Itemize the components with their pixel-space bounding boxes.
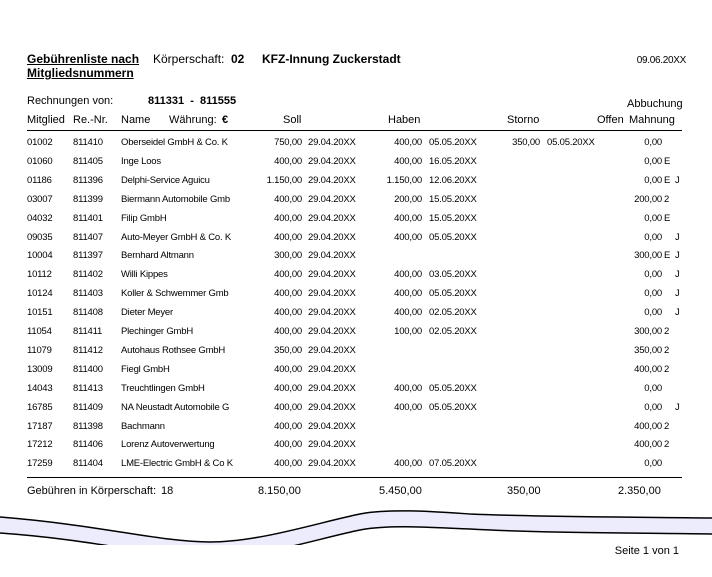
- column-header-name: Name: [121, 114, 151, 126]
- cell-name: Treuchtlingen GmbH: [121, 382, 205, 394]
- cell-re-nr: 811400: [73, 363, 103, 375]
- cell-mitglied: 16785: [27, 401, 53, 413]
- cell-mitglied: 10004: [27, 250, 53, 262]
- cell-offen: 0,00: [644, 174, 662, 186]
- cell-re-nr: 811407: [73, 231, 103, 243]
- cell-mitglied: 14043: [27, 382, 53, 394]
- table-row: [0, 137, 712, 156]
- cell-name: Dieter Meyer: [121, 307, 173, 319]
- cell-re-nr: 811413: [73, 382, 103, 394]
- cell-soll: 400,00: [274, 363, 302, 375]
- cell-haben-date: 07.05.20XX: [429, 458, 477, 470]
- totals-count: 18: [161, 485, 174, 497]
- cell-abbuchung: J: [675, 174, 680, 186]
- cell-soll: 1.150,00: [266, 174, 302, 186]
- cell-name: Bernhard Altmann: [121, 250, 194, 262]
- rechnungen-range: 811331 - 811555: [148, 95, 237, 107]
- cell-mitglied: 01002: [27, 137, 53, 148]
- cell-haben-date: 05.05.20XX: [429, 231, 477, 243]
- column-header-soll: Soll: [283, 114, 302, 126]
- cell-offen: 400,00: [634, 363, 662, 375]
- cell-name: Bachmann: [121, 420, 165, 432]
- cell-mitglied: 17187: [27, 420, 53, 432]
- cell-storno: 350,00: [512, 137, 540, 148]
- cell-offen: 0,00: [644, 401, 662, 413]
- cell-storno-date: 05.05.20XX: [547, 137, 595, 148]
- cell-mahnung: 2: [664, 420, 670, 432]
- cell-soll-date: 29.04.20XX: [308, 439, 356, 451]
- table-row: [0, 383, 712, 402]
- cell-mitglied: 10112: [27, 269, 52, 281]
- cell-re-nr: 811398: [73, 420, 103, 432]
- cell-name: LME-Electric GmbH & Co K: [121, 458, 233, 470]
- cell-soll: 400,00: [274, 382, 302, 394]
- cell-offen: 400,00: [634, 420, 662, 432]
- cell-soll: 400,00: [274, 458, 302, 470]
- cell-haben-date: 03.05.20XX: [429, 269, 477, 281]
- cell-mitglied: 10151: [27, 307, 53, 319]
- cell-offen: 0,00: [644, 212, 662, 224]
- cell-name: Koller & Schwemmer Gmb: [121, 288, 229, 300]
- cell-soll: 400,00: [274, 212, 302, 224]
- cell-abbuchung: J: [675, 269, 680, 281]
- cell-soll: 400,00: [274, 269, 302, 281]
- cell-haben: 1.150,00: [386, 174, 422, 186]
- cell-abbuchung: J: [675, 288, 680, 300]
- cell-haben-date: 05.05.20XX: [429, 401, 477, 413]
- cell-haben-date: 12.06.20XX: [429, 174, 477, 186]
- cell-name: Auto-Meyer GmbH & Co. K: [121, 231, 231, 243]
- cell-haben-date: 05.05.20XX: [429, 382, 477, 394]
- cell-offen: 200,00: [634, 193, 662, 205]
- cell-haben: 400,00: [394, 288, 422, 300]
- table-row: [0, 213, 712, 232]
- cell-offen: 0,00: [644, 288, 662, 300]
- table-row: [0, 326, 712, 345]
- cell-haben: 400,00: [394, 231, 422, 243]
- column-header-abbuchung: Abbuchung: [627, 98, 683, 110]
- cell-re-nr: 811411: [73, 326, 103, 337]
- cell-soll-date: 29.04.20XX: [308, 250, 356, 262]
- cell-mitglied: 01060: [27, 155, 53, 167]
- cell-re-nr: 811402: [73, 269, 103, 281]
- table-row: [0, 458, 712, 477]
- cell-soll-date: 29.04.20XX: [308, 344, 356, 356]
- cell-soll-date: 29.04.20XX: [308, 420, 356, 432]
- cell-soll-date: 29.04.20XX: [308, 212, 356, 224]
- cell-offen: 300,00: [634, 250, 662, 262]
- cell-soll: 400,00: [274, 307, 302, 319]
- cell-re-nr: 811399: [73, 193, 103, 205]
- report-title-line2: Mitgliedsnummern: [27, 66, 134, 80]
- cell-mahnung: 2: [664, 344, 670, 356]
- cell-mahnung: E: [664, 155, 671, 167]
- cell-name: Delphi-Service Aguicu: [121, 174, 210, 186]
- cell-abbuchung: J: [675, 250, 680, 262]
- cell-haben-date: 05.05.20XX: [429, 288, 477, 300]
- cell-mahnung: 2: [664, 326, 670, 337]
- totals-storno: 350,00: [507, 485, 541, 497]
- cell-soll: 400,00: [274, 420, 302, 432]
- column-header-waehrung: Währung:: [169, 114, 217, 126]
- cell-haben: 200,00: [394, 193, 422, 205]
- cell-soll-date: 29.04.20XX: [308, 137, 356, 148]
- cell-soll-date: 29.04.20XX: [308, 193, 356, 205]
- cell-soll-date: 29.04.20XX: [308, 363, 356, 375]
- cell-mitglied: 10124: [27, 288, 53, 300]
- column-header-storno: Storno: [507, 114, 540, 126]
- cell-abbuchung: J: [675, 231, 680, 243]
- cell-offen: 0,00: [644, 382, 662, 394]
- cell-soll: 400,00: [274, 326, 302, 337]
- cell-re-nr: 811405: [73, 155, 103, 167]
- cell-re-nr: 811408: [73, 307, 103, 319]
- cell-offen: 0,00: [644, 231, 662, 243]
- cell-offen: 0,00: [644, 269, 662, 281]
- report-title: Gebührenliste nach: [27, 52, 140, 66]
- table-row: [0, 269, 712, 288]
- koerperschaft-label: Körperschaft:: [153, 52, 225, 66]
- cell-re-nr: 811396: [73, 174, 103, 186]
- table-row: [0, 364, 712, 383]
- table-row: [0, 345, 712, 364]
- header-divider: [27, 130, 682, 131]
- cell-soll-date: 29.04.20XX: [308, 155, 356, 167]
- cell-haben: 400,00: [394, 137, 422, 148]
- table-row: [0, 194, 712, 213]
- column-header-mitglied: Mitglied: [27, 114, 65, 126]
- totals-divider: [27, 477, 682, 478]
- cell-soll: 400,00: [274, 401, 302, 413]
- cell-haben: 400,00: [394, 401, 422, 413]
- cell-re-nr: 811403: [73, 288, 103, 300]
- report-date: 09.06.20XX: [636, 55, 686, 66]
- cell-haben: 400,00: [394, 155, 422, 167]
- cell-soll-date: 29.04.20XX: [308, 269, 356, 281]
- cell-soll-date: 29.04.20XX: [308, 458, 356, 470]
- cell-name: Plechinger GmbH: [121, 326, 193, 337]
- cell-soll: 400,00: [274, 288, 302, 300]
- cell-abbuchung: J: [675, 307, 680, 319]
- cell-re-nr: 811412: [73, 344, 103, 356]
- cell-haben: 400,00: [394, 382, 422, 394]
- cell-re-nr: 811397: [73, 250, 103, 262]
- cell-name: Inge Loos: [121, 155, 161, 167]
- table-row: [0, 439, 712, 458]
- cell-mahnung: E: [664, 174, 671, 186]
- cell-mitglied: 17212: [27, 439, 53, 451]
- cell-abbuchung: J: [675, 401, 680, 413]
- totals-haben: 5.450,00: [379, 485, 422, 497]
- cell-name: Autohaus Rothsee GmbH: [121, 344, 226, 356]
- cell-name: Biermann Automobile Gmb: [121, 193, 230, 205]
- table-row: [0, 402, 712, 421]
- cell-name: Lorenz Autoverwertung: [121, 439, 215, 451]
- page-number: Seite 1 von 1: [614, 545, 679, 557]
- currency-symbol: €: [222, 114, 229, 126]
- cell-soll: 400,00: [274, 155, 302, 167]
- cell-soll: 750,00: [274, 137, 302, 148]
- cell-mahnung: 2: [664, 193, 670, 205]
- cell-offen: 300,00: [634, 326, 662, 337]
- cell-soll-date: 29.04.20XX: [308, 288, 356, 300]
- cell-name: Filip GmbH: [121, 212, 167, 224]
- cell-haben-date: 05.05.20XX: [429, 137, 477, 148]
- cell-re-nr: 811409: [73, 401, 103, 413]
- page-break-wave: [0, 500, 712, 545]
- cell-name: NA Neustadt Automobile G: [121, 401, 230, 413]
- cell-haben-date: 15.05.20XX: [429, 193, 477, 205]
- cell-soll: 400,00: [274, 193, 302, 205]
- cell-name: Oberseidel GmbH & Co. K: [121, 137, 228, 148]
- cell-soll-date: 29.04.20XX: [308, 231, 356, 243]
- cell-offen: 0,00: [644, 137, 662, 148]
- cell-re-nr: 811410: [73, 137, 103, 148]
- cell-mahnung: E: [664, 250, 671, 262]
- cell-soll: 300,00: [274, 250, 302, 262]
- cell-soll-date: 29.04.20XX: [308, 326, 356, 337]
- totals-offen: 2.350,00: [618, 485, 661, 497]
- cell-haben-date: 02.05.20XX: [429, 326, 477, 337]
- cell-haben: 400,00: [394, 269, 422, 281]
- cell-offen: 0,00: [644, 458, 662, 470]
- cell-mitglied: 01186: [27, 174, 52, 186]
- cell-mahnung: 2: [664, 439, 670, 451]
- table-row: [0, 156, 712, 175]
- cell-haben-date: 16.05.20XX: [429, 155, 477, 167]
- table-row: [0, 307, 712, 326]
- cell-mahnung: E: [664, 212, 671, 224]
- table-row: [0, 421, 712, 440]
- cell-haben-date: 02.05.20XX: [429, 307, 477, 319]
- cell-mitglied: 11079: [27, 344, 52, 356]
- column-header-offen: Offen: [597, 114, 624, 126]
- column-header-haben: Haben: [388, 114, 421, 126]
- cell-haben: 400,00: [394, 458, 422, 470]
- koerperschaft-number: 02: [231, 52, 245, 66]
- cell-haben: 400,00: [394, 307, 422, 319]
- cell-offen: 0,00: [644, 155, 662, 167]
- cell-haben-date: 15.05.20XX: [429, 212, 477, 224]
- cell-mahnung: 2: [664, 363, 670, 375]
- table-row: [0, 288, 712, 307]
- cell-soll-date: 29.04.20XX: [308, 401, 356, 413]
- cell-soll: 400,00: [274, 231, 302, 243]
- cell-mitglied: 13009: [27, 363, 53, 375]
- cell-mitglied: 17259: [27, 458, 53, 470]
- cell-re-nr: 811401: [73, 212, 103, 224]
- cell-mitglied: 03007: [27, 193, 53, 205]
- rechnungen-label: Rechnungen von:: [27, 95, 114, 107]
- cell-offen: 350,00: [634, 344, 662, 356]
- cell-mitglied: 09035: [27, 231, 53, 243]
- cell-haben: 100,00: [394, 326, 422, 337]
- column-header-re-nr: Re.-Nr.: [73, 114, 108, 126]
- cell-haben: 400,00: [394, 212, 422, 224]
- totals-soll: 8.150,00: [258, 485, 301, 497]
- cell-soll-date: 29.04.20XX: [308, 174, 356, 186]
- column-header-mahnung: Mahnung: [629, 114, 675, 126]
- cell-soll: 400,00: [274, 439, 302, 451]
- cell-mitglied: 11054: [27, 326, 52, 337]
- koerperschaft-name: KFZ-Innung Zuckerstadt: [262, 52, 401, 66]
- cell-offen: 400,00: [634, 439, 662, 451]
- cell-re-nr: 811404: [73, 458, 103, 470]
- cell-offen: 0,00: [644, 307, 662, 319]
- table-row: [0, 232, 712, 251]
- cell-soll-date: 29.04.20XX: [308, 382, 356, 394]
- cell-mitglied: 04032: [27, 212, 53, 224]
- table-row: [0, 175, 712, 194]
- table-row: [0, 250, 712, 269]
- cell-name: Willi Kippes: [121, 269, 168, 281]
- cell-soll-date: 29.04.20XX: [308, 307, 356, 319]
- cell-name: Fiegl GmbH: [121, 363, 170, 375]
- cell-re-nr: 811406: [73, 439, 103, 451]
- cell-soll: 350,00: [274, 344, 302, 356]
- totals-label: Gebühren in Körperschaft:: [27, 485, 157, 497]
